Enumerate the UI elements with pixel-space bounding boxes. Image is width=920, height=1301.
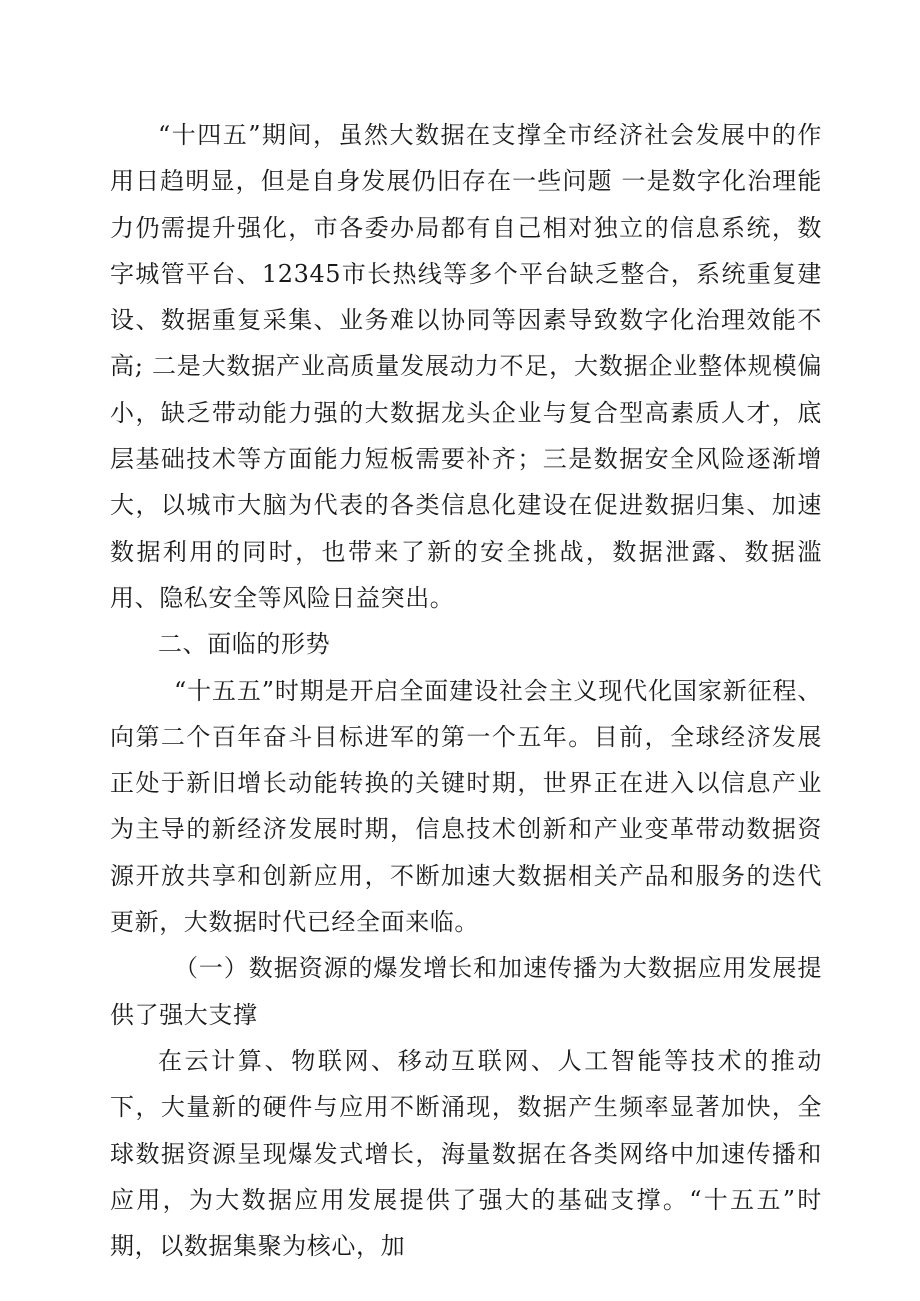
paragraph-situation-intro: “十五五”时期是开启全面建设社会主义现代化国家新征程、向第二个百年奋斗目标进军的第一个五年。目前，全球经济发展正处于新旧增长动能转换的关键时期，世界正在进入以信息产业为主导的新经济发展时期，信息技术创新和产业变革带动数据资源开放共享和创新应用，不断加速大数据相关产品和服务的迭代更新，大数据时代已经全面来临。 bbox=[110, 676, 822, 937]
document-body bbox=[110, 112, 822, 1269]
subsection-heading-data-resources: （一）数据资源的爆发增长和加速传播为大数据应用发展提供了强大支撑 bbox=[110, 954, 822, 1029]
paragraph-data-resources: 在云计算、物联网、移动互联网、人工智能等技术的推动下，大量新的硬件与应用不断涌现，数据产生频率显著加快，全球数据资源呈现爆发式增长，海量数据在各类网络中加速传播和应用，为大数据应用发展提供了强大的基础支撑。“十五五”时期，以数据集聚为核心，加 bbox=[110, 1046, 822, 1261]
section-heading-situation: 二、面临的形势 bbox=[158, 630, 331, 659]
paragraph-current-issues: “十四五”期间，虽然大数据在支撑全市经济社会发展中的作用日趋明显，但是自身发展仍旧存在一些问题 一是数字化治理能力仍需提升强化，市各委办局都有自己相对独立的信息系统，数字城管平台、12345市长热线等多个平台缺乏整合，系统重复建设、数据重复采集、业务难以协同等因素导致数字化治理效能不高; 二是大数据产业高质量发展动力不足，大数据企业整体规模偏小，缺乏带动能力强的大数据龙头企业与复合型高素质人才，底层基础技术等方面能力短板需要补齐；三是数据安全风险逐渐增大，以城市大脑为代表的各类信息化建设在促进数据归集、加速数据利用的同时，也带来了新的安全挑战，数据泄露、数据滥用、隐私安全等风险日益突出。 bbox=[110, 121, 822, 612]
